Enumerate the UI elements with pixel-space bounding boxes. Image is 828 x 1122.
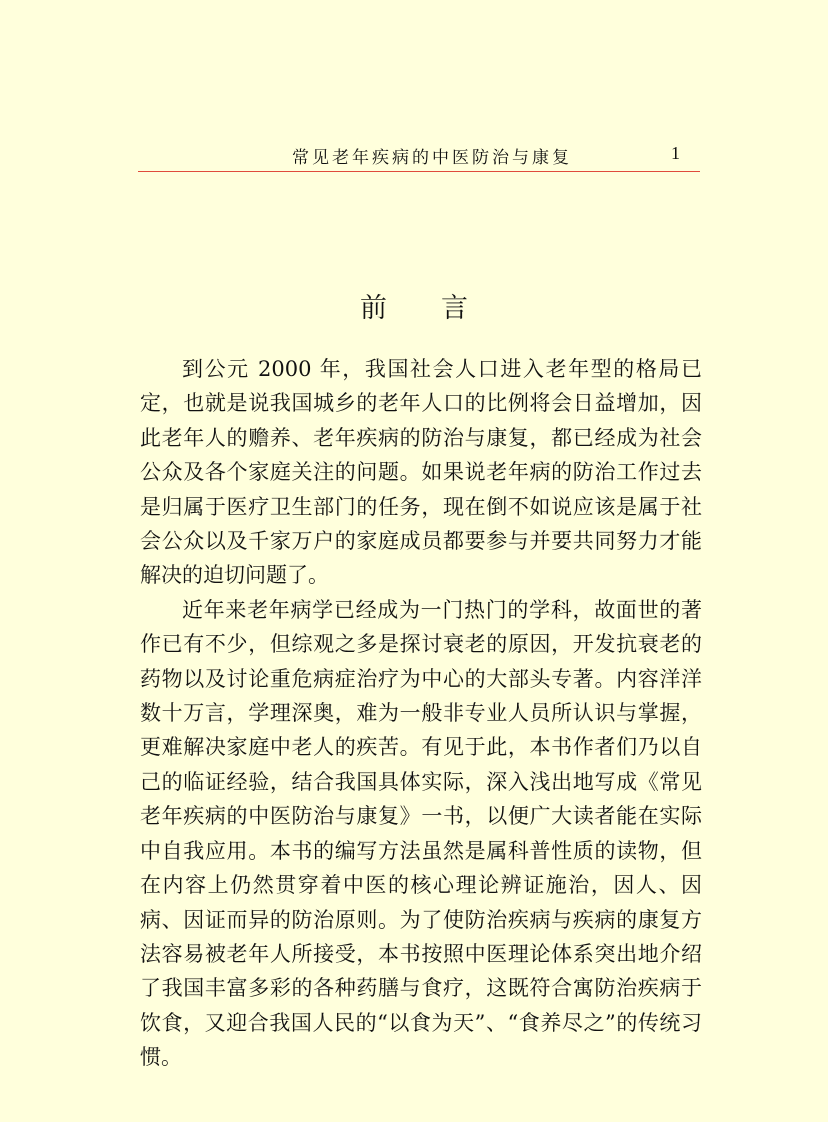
page-number: 1 <box>671 143 680 163</box>
running-title: 常见老年疾病的中医防治与康复 <box>292 148 572 168</box>
chapter-title-char-2: 言 <box>441 293 468 324</box>
body-text <box>140 352 702 1075</box>
paragraph-2: 近年来老年病学已经成为一门热门的学科，故面世的著作已有不少，但综观之多是探讨衰老的原因，开发抗衰老的药物以及讨论重危病症治疗为中心的大部头专著。内容洋洋数十万言，学理深奥，难为一般非专业人员所认识与掌握，更难解决家庭中老人的疾苦。有见于此，本书作者们乃以自己的临证经验，结合我国具体实际，深入浅出地写成《常见老年疾病的中医防治与康复》一书，以便广大读者能在实际中自我应用。本书的编写方法虽然是属科普性质的读物，但在内容上仍然贯穿着中医的核心理论辨证施治，因人、因病、因证而异的防治原则。为了使防治疾病与疾病的康复方法容易被老年人所接受，本书按照中医理论体系突出地介绍了我国丰富多彩的各种药膳与食疗，这既符合寓防治疾病于饮食，又迎合我国人民的“以食为天”、“食养尽之”的传统习惯。 <box>140 597 702 1070</box>
running-header <box>138 140 700 172</box>
paragraph-1: 到公元 2000 年，我国社会人口进入老年型的格局已定，也就是说我国城乡的老年人口的比例将会日益增加，因此老年人的赡养、老年疾病的防治与康复，都已经成为社会公众及各个家庭关注的问题。如果说老年病的防治工作过去是归属于医疗卫生部门的任务，现在倒不如说应该是属于社会公众以及千家万户的家庭成员都要参与并要共同努力才能解决的迫切问题了。 <box>140 357 702 588</box>
chapter-title <box>0 286 828 325</box>
chapter-title-char-1: 前 <box>360 293 387 324</box>
